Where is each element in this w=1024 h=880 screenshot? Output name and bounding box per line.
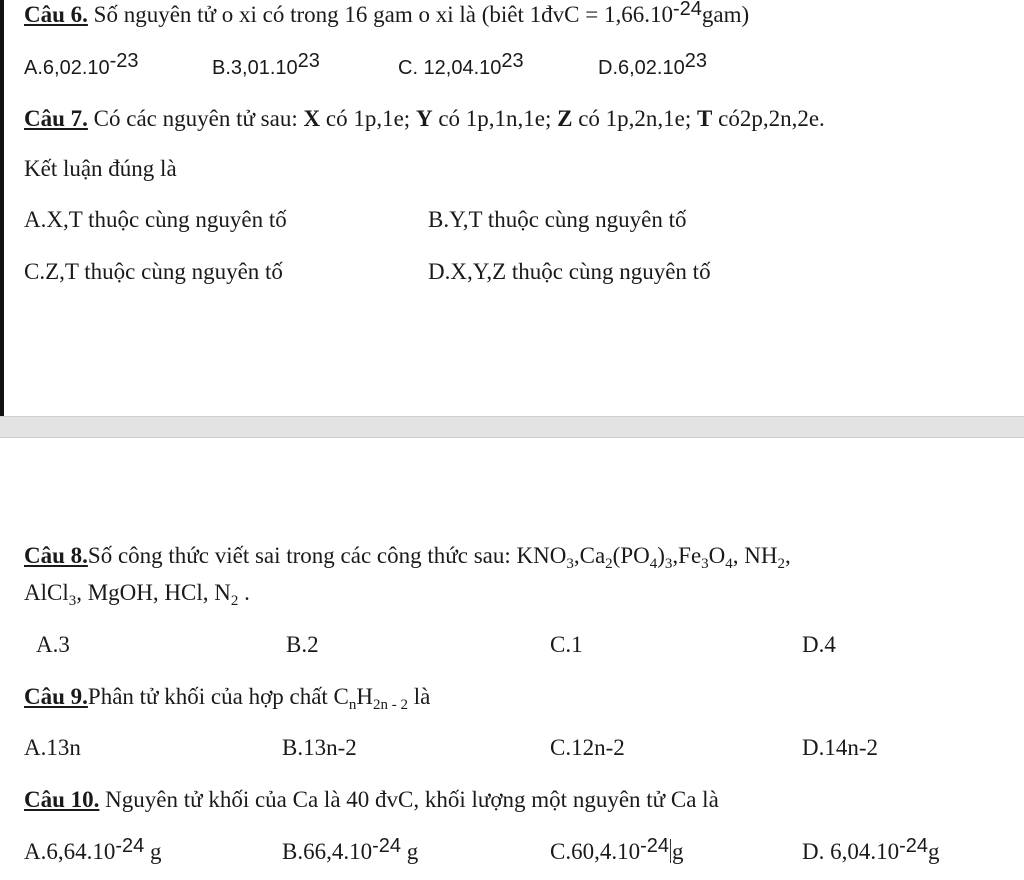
q10-option-b: $B.66,4.10^{-24}$ g	[282, 835, 419, 864]
question-8-line2: AlCl$_3$, MgOH, HCl, $N_2$ .	[24, 580, 250, 609]
q8-option-a: A.3	[36, 632, 70, 657]
q9-option-d: D.14n-2	[802, 735, 879, 760]
q7-option-b: B.Y,T thuộc cùng nguyên tố	[428, 207, 687, 232]
q8-option-d: D.4	[802, 632, 836, 657]
q10-option-c: $C.60,4.10^{-24}$ g	[550, 835, 684, 864]
q7-option-d: D.X,Y,Z thuộc cùng nguyên tố	[428, 259, 711, 284]
question-7-stem: Câu 7. Có các nguyên tử sau: X có 1p,1e; Y có 1p,1n,1e; Z có 1p,2n,1e; T có2p,2n,2e.	[24, 106, 825, 131]
question-9-stem: Câu 9.Phân tử khối của hợp chất $C_nH_{2n - 2}$ là	[24, 684, 431, 713]
question-7-label: Câu 7.	[24, 106, 88, 131]
q8-option-c: C.1	[550, 632, 583, 657]
page-separator	[0, 416, 1024, 438]
q6-option-d: D.6,02.10$^{23}$	[598, 50, 707, 79]
question-8-stem: Câu 8.Số công thức viết sai trong các công thức sau: $KNO_3,Ca_2(PO_4)_3,Fe_3O_4$, $NH_2$,	[24, 543, 791, 572]
question-6-label: Câu 6.	[24, 2, 88, 27]
page-2	[0, 438, 1024, 880]
question-8-label: Câu 8.	[24, 543, 88, 568]
question-9-label: Câu 9.	[24, 684, 88, 709]
q7-option-c: C.Z,T thuộc cùng nguyên tố	[24, 259, 283, 284]
q10-option-d: D. $6,04.10^{-24}g$	[802, 835, 940, 864]
q7-option-a: A.X,T thuộc cùng nguyên tố	[24, 207, 287, 232]
q10-option-a: $A.6,64.10^{-24}$ g	[24, 835, 162, 864]
question-7-line2: Kết luận đúng là	[24, 156, 177, 181]
q9-option-b: B.13n-2	[282, 735, 357, 760]
question-10-stem: Câu 10. Nguyên tử khối của Ca là 40 đvC, khối lượng một nguyên tử Ca là	[24, 787, 719, 812]
q6-option-a: $A.6,02.10^{-23}$	[24, 50, 139, 79]
question-6-stem: Câu 6. Số nguyên tử o xi có trong 16 gam o xi là (biêt 1đvC = $1,66.10^{-24}gam$)	[24, 0, 750, 27]
page-1	[0, 0, 1024, 416]
q6-option-c: C. 12,04.10$^{23}$	[398, 50, 524, 79]
q9-option-a: A.13n	[24, 735, 81, 760]
q8-option-b: B.2	[286, 632, 319, 657]
question-10-label: Câu 10.	[24, 787, 100, 812]
text-cursor	[670, 839, 671, 863]
q6-option-b: B.3,01.10$^{23}$	[212, 50, 320, 79]
q9-option-c: C.12n-2	[550, 735, 625, 760]
